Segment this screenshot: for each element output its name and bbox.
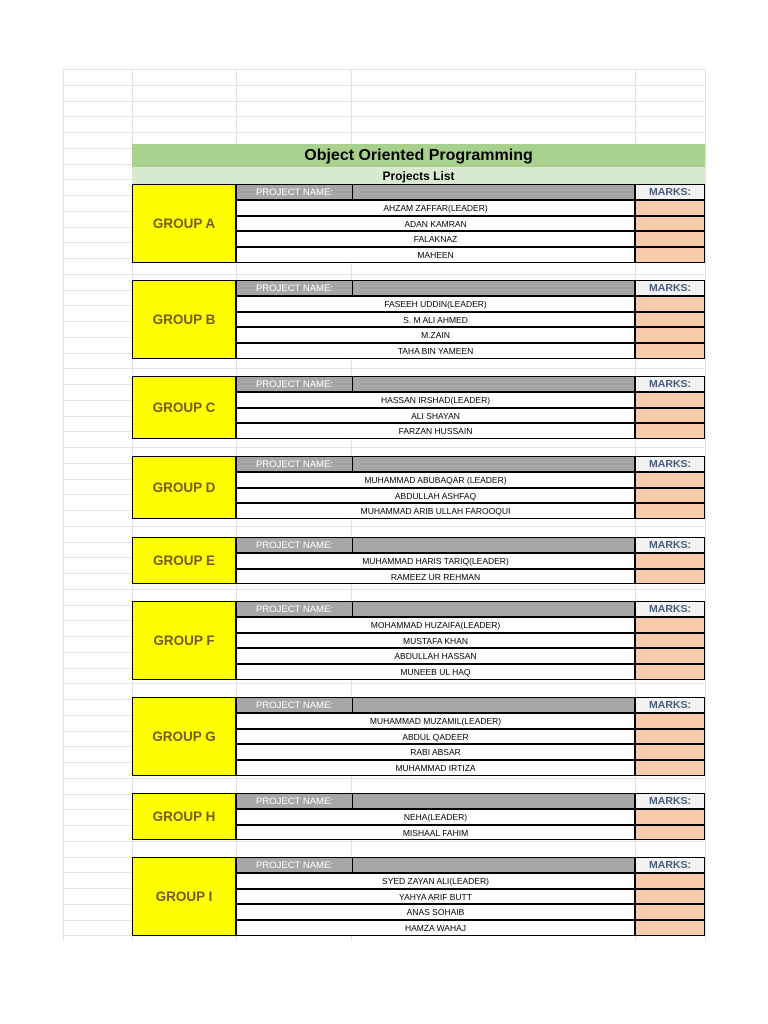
gridline [63, 778, 705, 779]
marks-header: MARKS: [635, 456, 705, 472]
member-name-cell[interactable]: MISHAAL FAHIM [236, 825, 635, 840]
gridline [63, 85, 705, 86]
marks-header: MARKS: [635, 280, 705, 296]
project-name-label: PROJECT NAME: [256, 458, 333, 470]
marks-cell[interactable] [635, 408, 705, 423]
member-name-cell[interactable]: ANAS SOHAIB [236, 904, 635, 920]
group-label: GROUP G [132, 697, 236, 776]
sheet-title: Object Oriented Programming [132, 144, 705, 167]
project-name-row[interactable] [236, 184, 635, 200]
project-name-label: PROJECT NAME: [256, 282, 333, 294]
project-name-divider [352, 858, 353, 872]
gridline [63, 69, 64, 941]
marks-cell[interactable] [635, 312, 705, 327]
project-name-row[interactable] [236, 601, 635, 617]
member-name-cell[interactable]: TAHA BIN YAMEEN [236, 343, 635, 359]
group-label: GROUP D [132, 456, 236, 519]
marks-cell[interactable] [635, 664, 705, 680]
project-name-row[interactable] [236, 280, 635, 296]
marks-cell[interactable] [635, 503, 705, 519]
marks-cell[interactable] [635, 327, 705, 343]
marks-cell[interactable] [635, 231, 705, 247]
marks-cell[interactable] [635, 744, 705, 760]
group-label: GROUP F [132, 601, 236, 680]
project-name-row[interactable] [236, 793, 635, 809]
marks-cell[interactable] [635, 488, 705, 503]
marks-header: MARKS: [635, 857, 705, 873]
gridline [63, 683, 705, 684]
member-name-cell[interactable]: SYED ZAYAN ALI(LEADER) [236, 873, 635, 889]
member-name-cell[interactable]: MUHAMMAD ABUBAQAR (LEADER) [236, 472, 635, 488]
project-name-divider [352, 457, 353, 471]
member-name-cell[interactable]: NEHA(LEADER) [236, 809, 635, 825]
group-label: GROUP C [132, 376, 236, 439]
gridline [63, 69, 705, 70]
marks-header: MARKS: [635, 697, 705, 713]
member-name-cell[interactable]: ABDUL QADEER [236, 729, 635, 744]
project-name-divider [352, 185, 353, 199]
member-name-cell[interactable]: S. M ALI AHMED [236, 312, 635, 327]
marks-cell[interactable] [635, 760, 705, 776]
marks-cell[interactable] [635, 392, 705, 408]
gridline [63, 526, 705, 527]
member-name-cell[interactable]: ALI SHAYAN [236, 408, 635, 423]
marks-cell[interactable] [635, 873, 705, 889]
member-name-cell[interactable]: RABI ABSAR [236, 744, 635, 760]
project-name-label: PROJECT NAME: [256, 699, 333, 711]
member-name-cell[interactable]: ADAN KAMRAN [236, 216, 635, 231]
project-name-label: PROJECT NAME: [256, 795, 333, 807]
member-name-cell[interactable]: MAHEEN [236, 247, 635, 263]
sheet-subtitle: Projects List [132, 167, 705, 184]
member-name-cell[interactable]: MUHAMMAD IRTIZA [236, 760, 635, 776]
member-name-cell[interactable]: RAMEEZ UR REHMAN [236, 569, 635, 584]
member-name-cell[interactable]: FARZAN HUSSAIN [236, 423, 635, 439]
marks-cell[interactable] [635, 648, 705, 664]
member-name-cell[interactable]: MUHAMMAD MUZAMIL(LEADER) [236, 713, 635, 729]
member-name-cell[interactable]: MUSTAFA KHAN [236, 633, 635, 648]
project-name-divider [352, 698, 353, 712]
gridline [63, 589, 705, 590]
member-name-cell[interactable]: MUNEEB UL HAQ [236, 664, 635, 680]
marks-header: MARKS: [635, 376, 705, 392]
project-name-label: PROJECT NAME: [256, 378, 333, 390]
project-name-row[interactable] [236, 376, 635, 392]
marks-cell[interactable] [635, 617, 705, 633]
gridline [63, 101, 705, 102]
group-label: GROUP H [132, 793, 236, 840]
gridline [63, 447, 705, 448]
project-name-label: PROJECT NAME: [256, 539, 333, 551]
group-label: GROUP A [132, 184, 236, 263]
marks-cell[interactable] [635, 904, 705, 920]
project-name-row[interactable] [236, 697, 635, 713]
project-name-divider [352, 377, 353, 391]
marks-cell[interactable] [635, 633, 705, 648]
marks-cell[interactable] [635, 825, 705, 840]
gridline [705, 69, 706, 941]
marks-cell[interactable] [635, 423, 705, 439]
marks-cell[interactable] [635, 247, 705, 263]
marks-cell[interactable] [635, 553, 705, 569]
member-name-cell[interactable]: ABDULLAH ASHFAQ [236, 488, 635, 503]
project-name-label: PROJECT NAME: [256, 859, 333, 871]
marks-header: MARKS: [635, 537, 705, 553]
marks-cell[interactable] [635, 889, 705, 904]
marks-cell[interactable] [635, 343, 705, 359]
member-name-cell[interactable]: MOHAMMAD HUZAIFA(LEADER) [236, 617, 635, 633]
project-name-row[interactable] [236, 537, 635, 553]
member-name-cell[interactable]: M.ZAIN [236, 327, 635, 343]
marks-cell[interactable] [635, 713, 705, 729]
marks-header: MARKS: [635, 793, 705, 809]
project-name-label: PROJECT NAME: [256, 186, 333, 198]
member-name-cell[interactable]: YAHYA ARIF BUTT [236, 889, 635, 904]
marks-cell[interactable] [635, 472, 705, 488]
marks-header: MARKS: [635, 184, 705, 200]
gridline [63, 274, 705, 275]
project-name-divider [352, 281, 353, 295]
member-name-cell[interactable]: AHZAM ZAFFAR(LEADER) [236, 200, 635, 216]
gridline [63, 368, 705, 369]
project-name-divider [352, 794, 353, 808]
marks-cell[interactable] [635, 200, 705, 216]
project-name-label: PROJECT NAME: [256, 603, 333, 615]
marks-cell[interactable] [635, 729, 705, 744]
group-label: GROUP B [132, 280, 236, 359]
member-name-cell[interactable]: MUHAMMAD HARIS TARIQ(LEADER) [236, 553, 635, 569]
member-name-cell[interactable]: HAMZA WAHAJ [236, 920, 635, 936]
marks-cell[interactable] [635, 920, 705, 936]
project-name-divider [352, 602, 353, 616]
member-name-cell[interactable]: FASEEH UDDIN(LEADER) [236, 296, 635, 312]
marks-cell[interactable] [635, 569, 705, 584]
project-name-row[interactable] [236, 857, 635, 873]
gridline [63, 132, 705, 133]
marks-cell[interactable] [635, 809, 705, 825]
marks-cell[interactable] [635, 216, 705, 231]
member-name-cell[interactable]: MUHAMMAD ARIB ULLAH FAROOQUI [236, 503, 635, 519]
project-name-row[interactable] [236, 456, 635, 472]
marks-cell[interactable] [635, 296, 705, 312]
gridline [63, 116, 705, 117]
group-label: GROUP E [132, 537, 236, 584]
marks-header: MARKS: [635, 601, 705, 617]
group-label: GROUP I [132, 857, 236, 936]
member-name-cell[interactable]: HASSAN IRSHAD(LEADER) [236, 392, 635, 408]
member-name-cell[interactable]: ABDULLAH HASSAN [236, 648, 635, 664]
gridline [63, 841, 705, 842]
project-name-divider [352, 538, 353, 552]
member-name-cell[interactable]: FALAKNAZ [236, 231, 635, 247]
